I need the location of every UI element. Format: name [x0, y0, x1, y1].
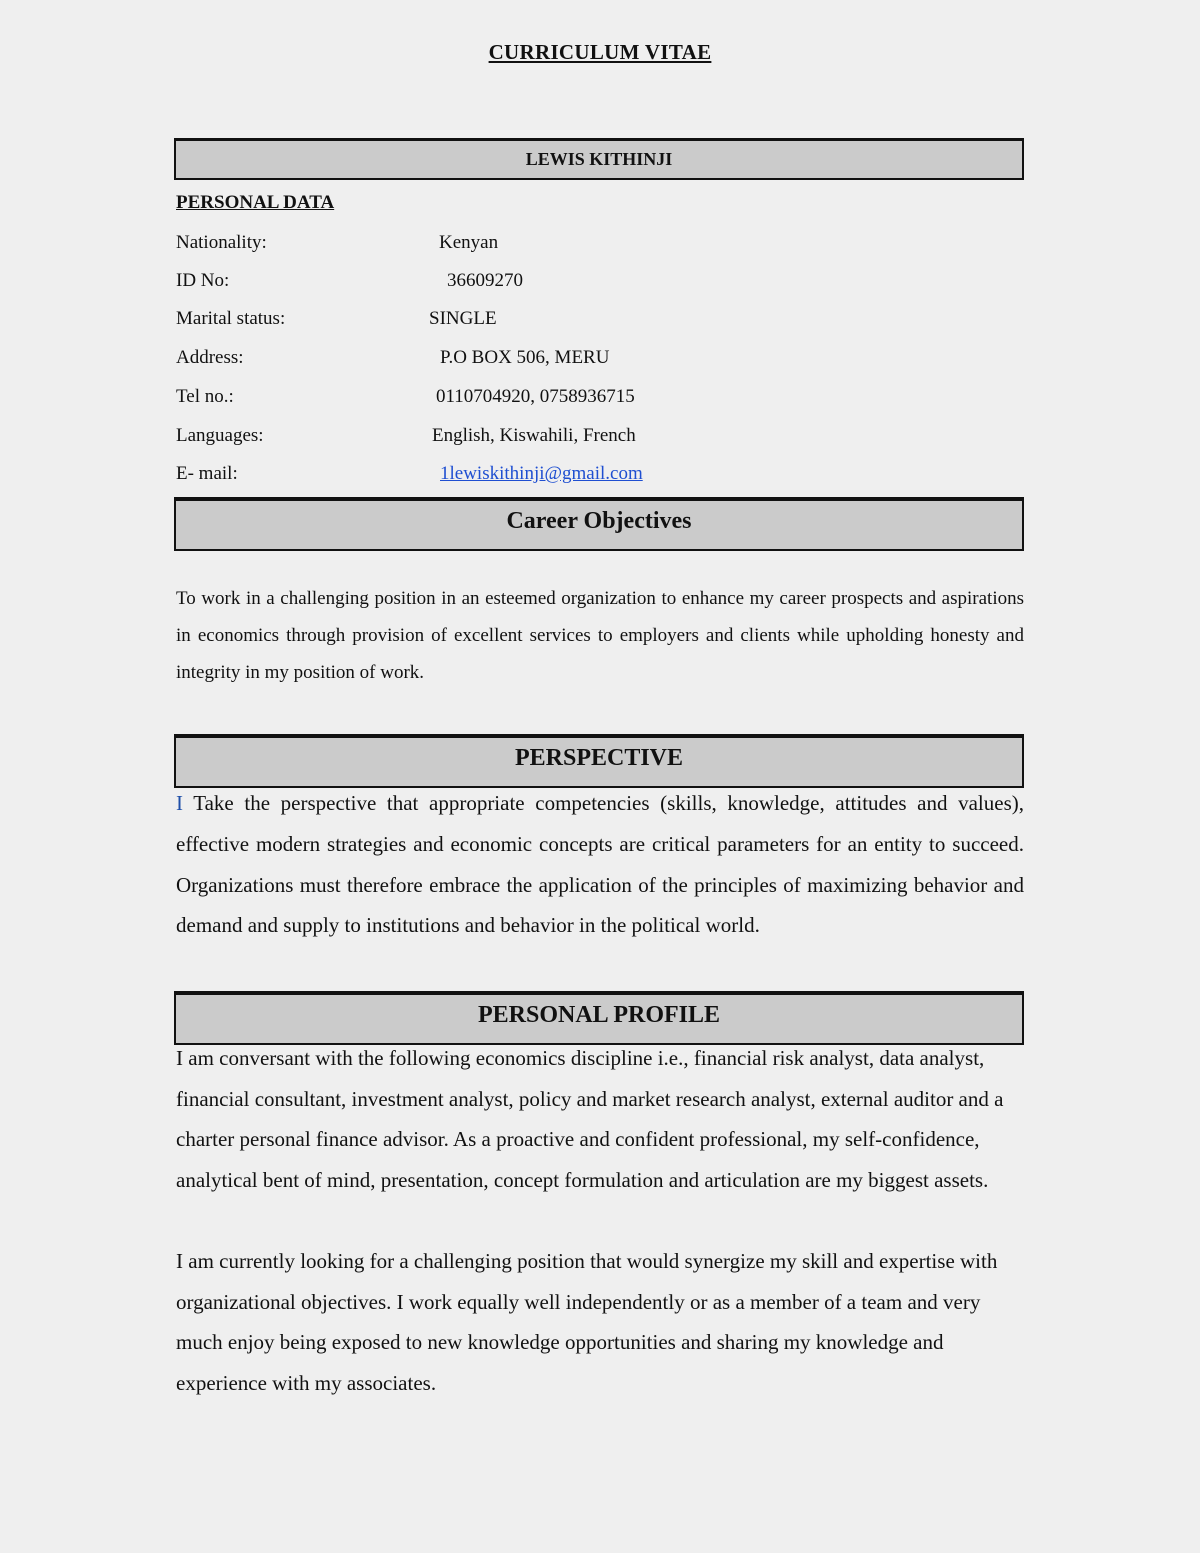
personal-profile-heading: PERSONAL PROFILE [174, 991, 1024, 1045]
career-objectives-heading: Career Objectives [174, 497, 1024, 551]
email-link[interactable]: 1lewiskithinji@gmail.com [440, 463, 643, 484]
career-objectives-text: To work in a challenging position in an esteemed organization to enhance my career prospects and aspirations in economics through provision of excellent services to employers and clients while upholding honesty and integrity in my position of work. [176, 588, 1024, 683]
field-label: Nationality: [176, 232, 267, 253]
field-value: 36609270 [447, 270, 523, 291]
field-value: English, Kiswahili, French [432, 425, 636, 446]
field-id-no [176, 266, 1036, 296]
field-languages [176, 421, 1036, 451]
field-label: Marital status: [176, 308, 286, 329]
profile-paragraph: I am currently looking for a challenging position that would synergize my skill and expertise with organizational objectives. I work equally well independently or as a member of a team and very much enjoy being exposed to new knowledge opportunities and sharing my knowledge and experience with my associates. [176, 1249, 998, 1396]
field-label: E- mail: [176, 463, 238, 484]
perspective-first-letter: I [176, 791, 183, 815]
field-value: Kenyan [439, 232, 499, 253]
field-label: Languages: [176, 425, 264, 446]
page-title: CURRICULUM VITAE [488, 40, 712, 64]
field-value: 0110704920, 0758936715 [436, 386, 635, 407]
field-tel-no [176, 382, 1036, 412]
field-address [176, 343, 1036, 373]
profile-paragraph: I am conversant with the following economics discipline i.e., financial risk analyst, data analyst, financial consultant, investment analyst, policy and market research analyst, external auditor and a charter personal finance advisor. As a proactive and confident professional, my self-confidence, analytical bent of mind, presentation, concept formulation and articulation are my biggest assets. [176, 1046, 1004, 1193]
field-marital-status [176, 304, 1036, 334]
field-nationality [176, 228, 1036, 258]
field-email [176, 459, 1036, 489]
personal-data-heading: PERSONAL DATA [176, 192, 335, 213]
field-label: ID No: [176, 270, 230, 291]
field-label: Address: [176, 347, 244, 368]
perspective-heading: PERSPECTIVE [174, 734, 1024, 788]
field-value: P.O BOX 506, MERU [440, 347, 610, 368]
field-value: SINGLE [429, 308, 497, 329]
name-banner: LEWIS KITHINJI [174, 138, 1024, 180]
perspective-body: Take the perspective that appropriate competencies (skills, knowledge, attitudes and values), effective modern strategies and economic concepts are critical parameters for an entity to succeed. Organizations must therefore embrace the application of the principles of maximizing behavior and demand and supply to institutions and behavior in the political world. [176, 791, 1024, 938]
perspective-text [176, 783, 1024, 946]
field-label: Tel no.: [176, 386, 234, 407]
